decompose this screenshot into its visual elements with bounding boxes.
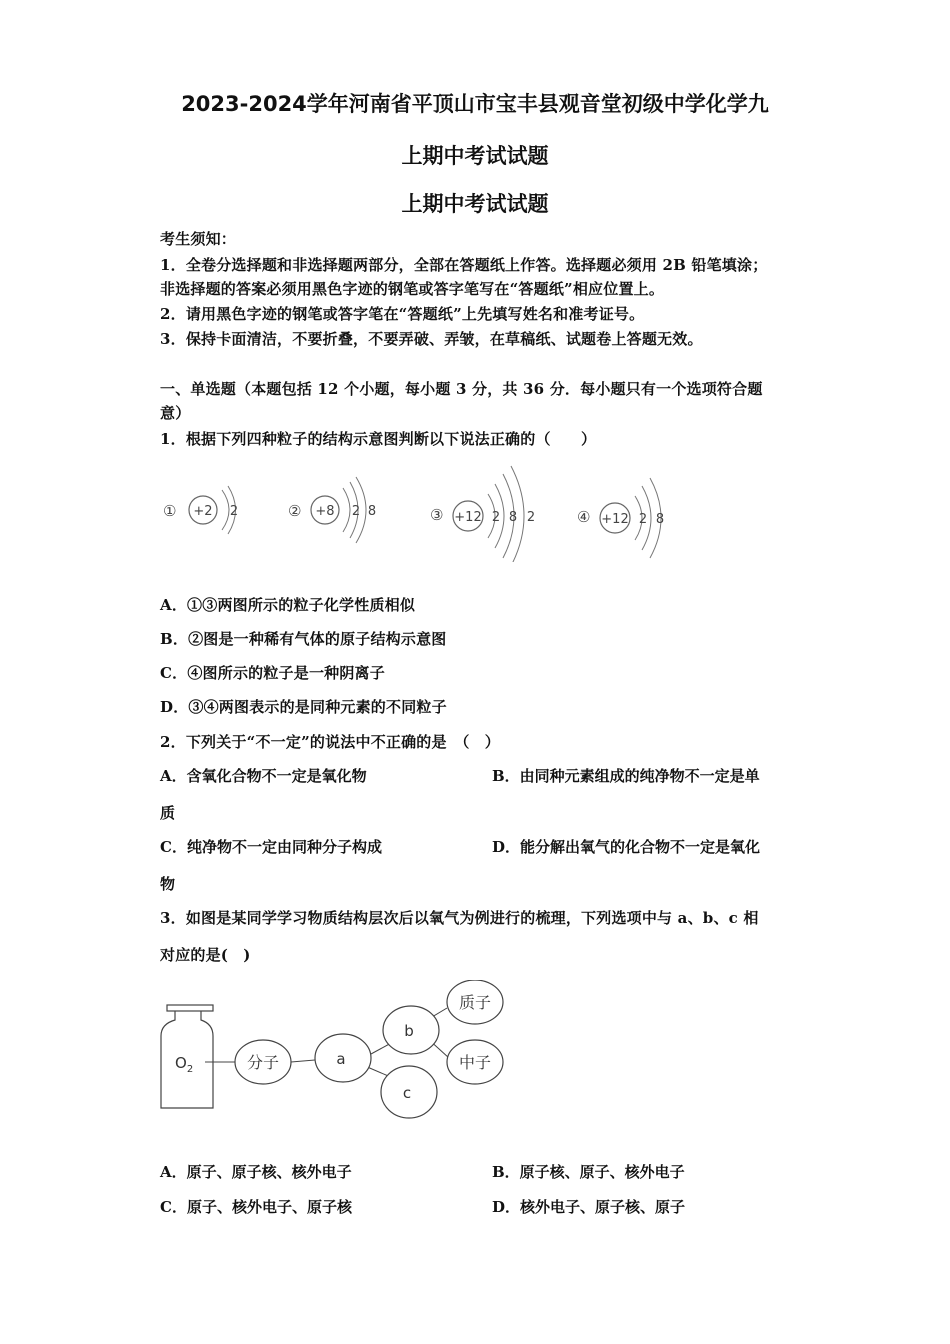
shell-electrons: 8 xyxy=(508,510,518,525)
notice-item: 1．全卷分选择题和非选择题两部分，全部在答题纸上作答。选择题必须用 2B 铅笔填涂； xyxy=(160,256,768,274)
notice-heading: 考生须知： xyxy=(160,230,237,248)
q3-option-a: A．原子、原子核、核外电子 xyxy=(160,1163,352,1181)
q3-option-c: C．原子、核外电子、原子核 xyxy=(160,1198,352,1216)
diagram-label: ② xyxy=(288,502,302,520)
node-a-label: a xyxy=(336,1050,346,1068)
nucleus-charge: +8 xyxy=(315,504,335,519)
q2-option-d: D．能分解出氧气的化合物不一定是氧化 xyxy=(492,838,761,856)
q3-option-b: B．原子核、原子、核外电子 xyxy=(492,1163,685,1181)
q3-structure-diagram xyxy=(155,980,535,1120)
shell-electrons: 8 xyxy=(367,504,377,519)
q2-option-b: B．由同种元素组成的纯净物不一定是单 xyxy=(492,767,760,785)
molecule-label: 分子 xyxy=(246,1053,280,1072)
shell-electrons: 2 xyxy=(526,510,536,525)
nucleus-charge: +2 xyxy=(193,504,213,519)
doc-title-line3: 上期中考试试题 xyxy=(401,192,549,216)
q3-option-d: D．核外电子、原子核、原子 xyxy=(492,1198,686,1216)
atom-diagram-4 xyxy=(577,478,664,558)
notice-item: 非选择题的答案必须用黑色字迹的钢笔或答字笔写在“答题纸”相应位置上。 xyxy=(160,280,665,298)
doc-title-line2: 上期中考试试题 xyxy=(401,144,549,168)
notice-item: 3．保持卡面清洁，不要折叠，不要弄破、弄皱，在草稿纸、试题卷上答题无效。 xyxy=(160,330,703,348)
diagram-label: ① xyxy=(163,502,177,520)
proton-label: 质子 xyxy=(458,993,492,1012)
notice-item: 2．请用黑色字迹的钢笔或答字笔在“答题纸”上先填写姓名和准考证号。 xyxy=(160,305,645,323)
q2-option-b-cont: 质 xyxy=(160,804,176,822)
oxygen-bottle xyxy=(161,1005,213,1108)
shell-electrons: 2 xyxy=(491,510,501,525)
svg-text:O2 xyxy=(175,1054,193,1075)
q2-stem: 2．下列关于“不一定”的说法中不正确的是 （ ） xyxy=(160,733,500,751)
q1-atom-diagrams xyxy=(0,462,950,562)
doc-title-line1: 2023-2024学年河南省平顶山市宝丰县观音堂初级中学化学九 xyxy=(181,92,769,116)
bottle-label: O xyxy=(175,1054,187,1072)
nucleus-charge: +12 xyxy=(601,512,629,527)
q1-stem: 1．根据下列四种粒子的结构示意图判断以下说法正确的（ ） xyxy=(160,430,597,448)
shell-electrons: 2 xyxy=(351,504,361,519)
q1-option-b: B．②图是一种稀有气体的原子结构示意图 xyxy=(160,630,447,648)
q3-stem-line1: 3．如图是某同学学习物质结构层次后以氧气为例进行的梳理，下列选项中与 a、b、c 相 xyxy=(160,909,759,927)
q2-option-c: C．纯净物不一定由同种分子构成 xyxy=(160,838,382,856)
q1-option-c: C．④图所示的粒子是一种阴离子 xyxy=(160,664,385,682)
section-heading: 一、单选题（本题包括 12 个小题，每小题 3 分，共 36 分．每小题只有一个选项符合题 xyxy=(160,380,763,398)
shell-electrons: 8 xyxy=(655,512,665,527)
atom-diagram-2 xyxy=(288,477,376,543)
q2-option-d-cont: 物 xyxy=(160,875,176,893)
q2-option-a: A．含氧化合物不一定是氧化物 xyxy=(160,767,367,785)
node-b-label: b xyxy=(404,1022,414,1040)
q3-stem-line2: 对应的是( ) xyxy=(160,946,251,964)
diagram-label: ④ xyxy=(577,508,591,526)
atom-diagram-3 xyxy=(430,466,535,562)
bottle-subscript: 2 xyxy=(186,1064,194,1075)
shell-electrons: 2 xyxy=(229,504,239,519)
shell-electrons: 2 xyxy=(638,512,648,527)
neutron-label: 中子 xyxy=(458,1053,492,1072)
node-c-label: c xyxy=(402,1084,412,1102)
atom-diagram-1 xyxy=(163,486,238,534)
q1-option-a: A．①③两图所示的粒子化学性质相似 xyxy=(160,596,416,614)
q1-option-d: D．③④两图表示的是同种元素的不同粒子 xyxy=(160,698,447,716)
nucleus-charge: +12 xyxy=(454,510,482,525)
diagram-label: ③ xyxy=(430,506,444,524)
section-heading-cont: 意） xyxy=(160,404,191,422)
